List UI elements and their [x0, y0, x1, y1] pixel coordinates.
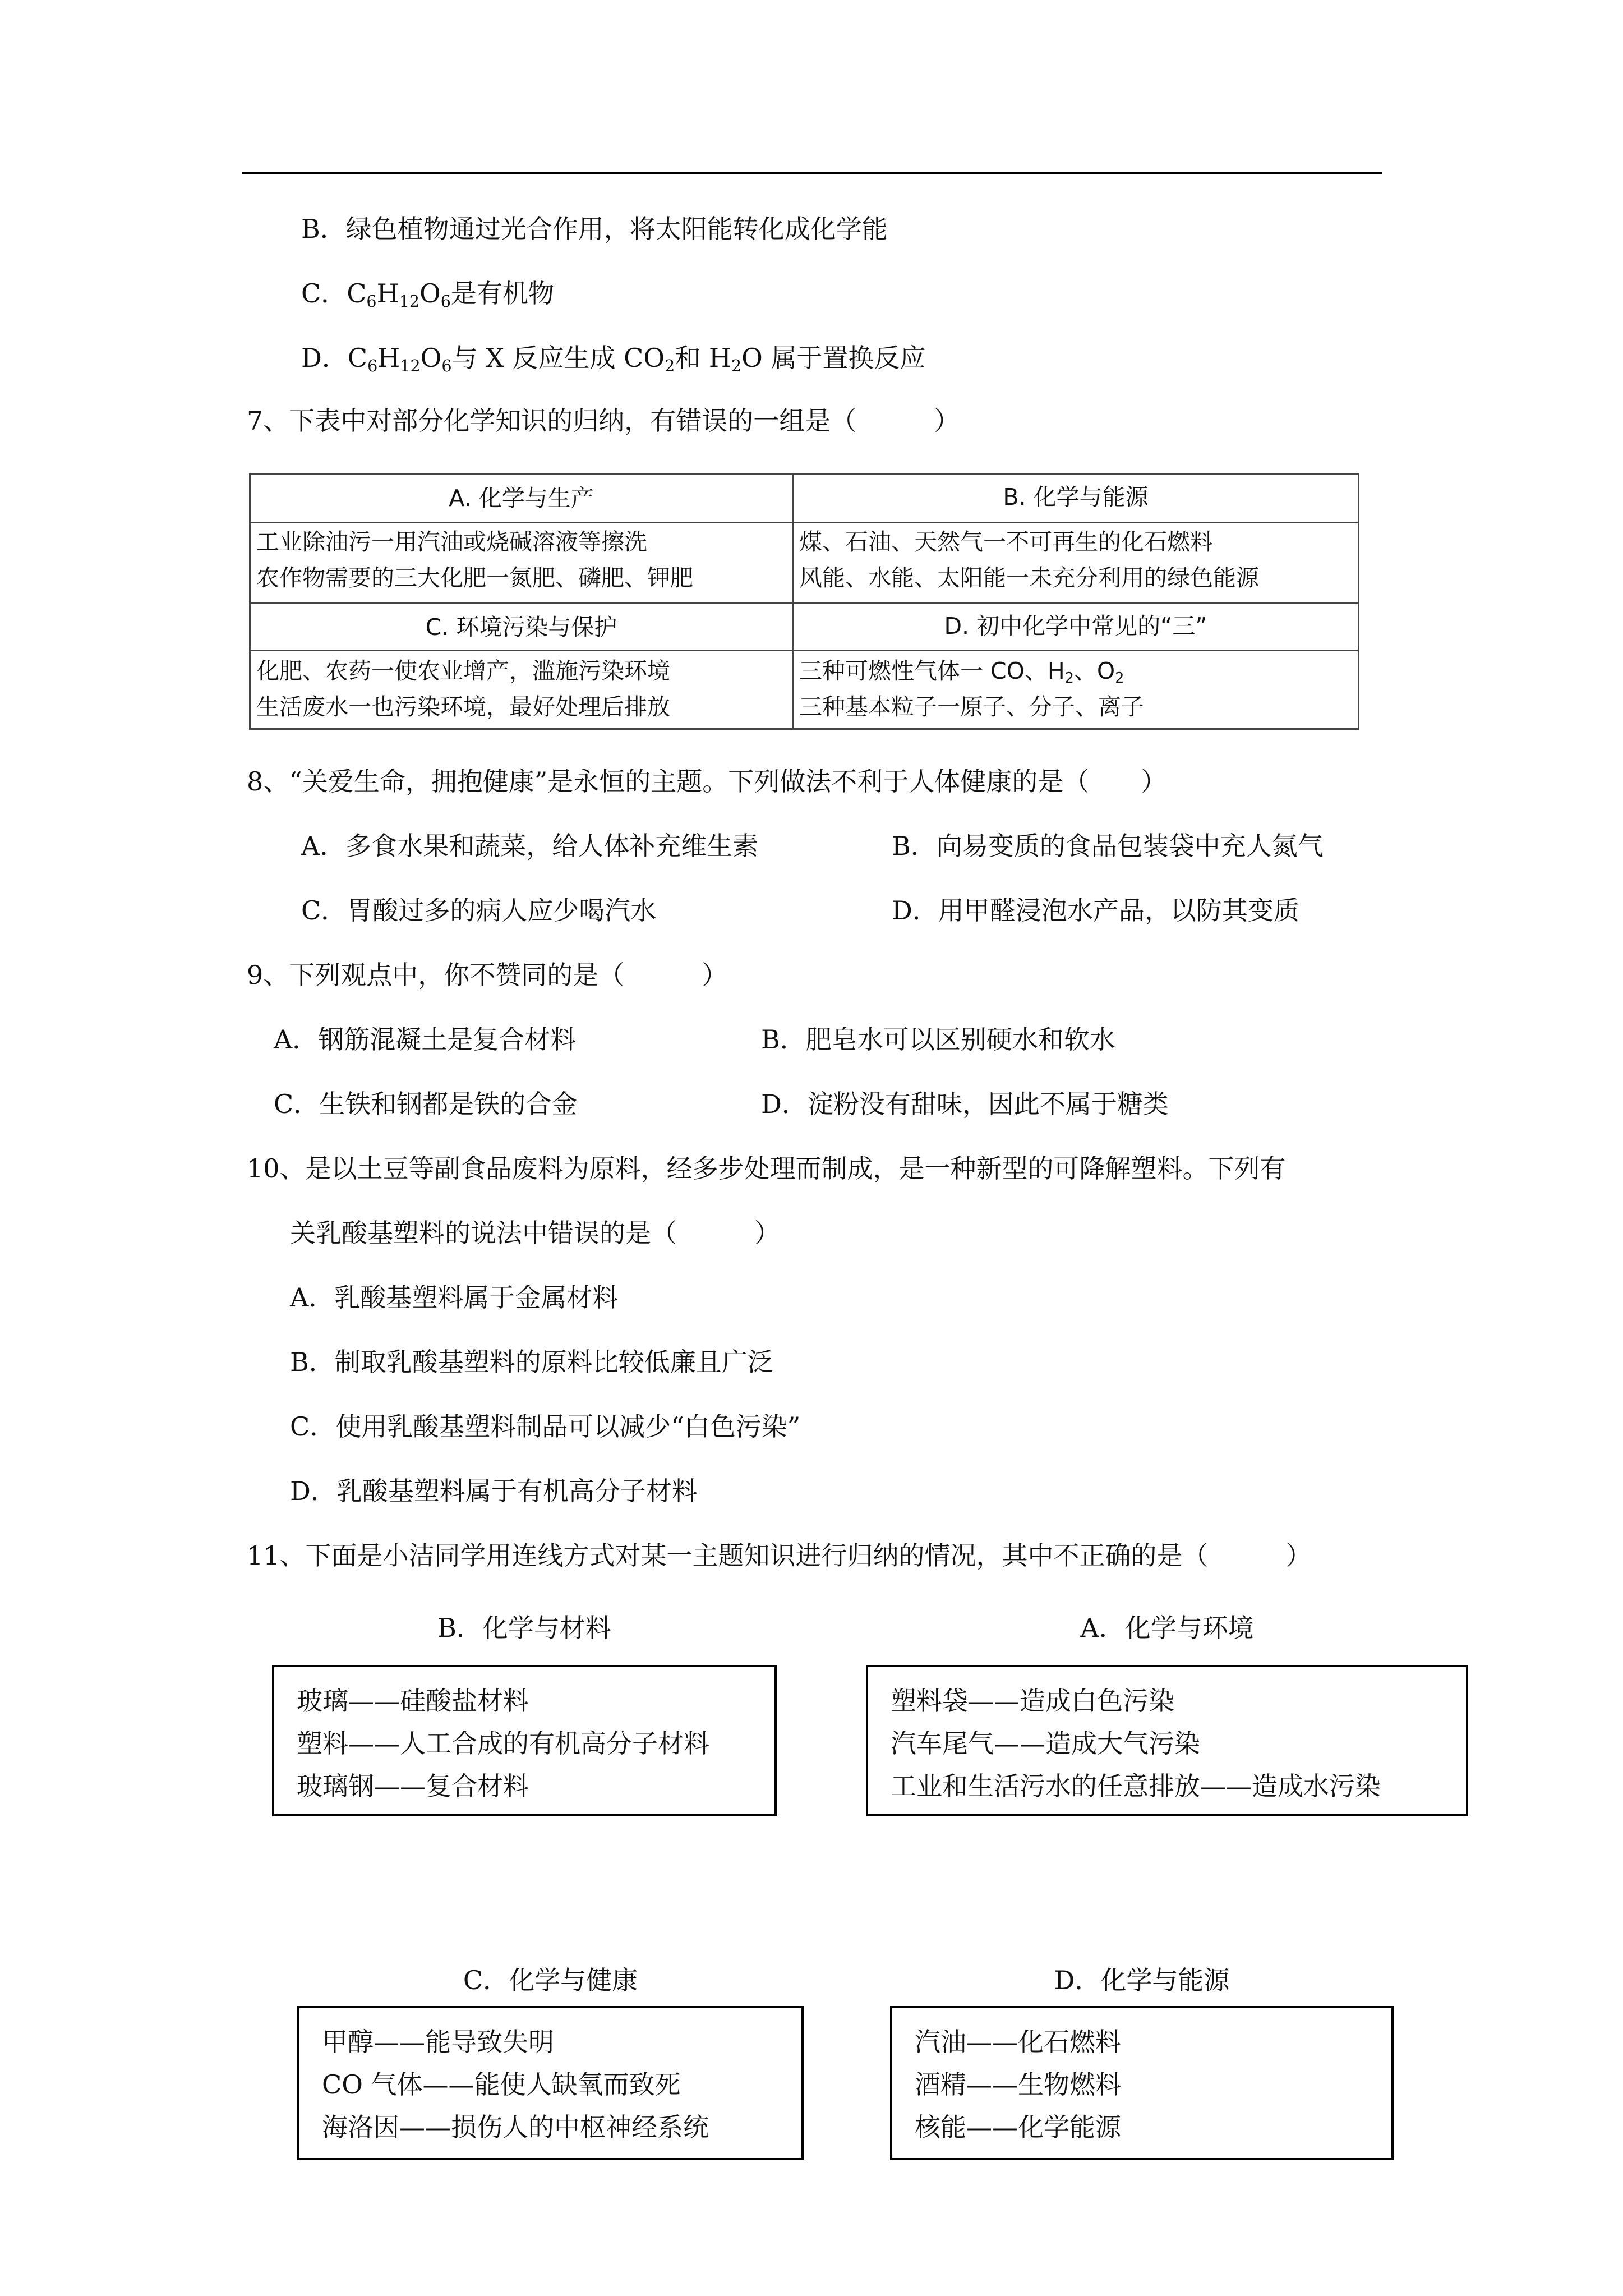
- q7-table: [249, 473, 1359, 730]
- cell-b-line2: 风能、水能、太阳能一未充分利用的绿色能源: [799, 564, 1259, 591]
- box-item: 海洛因——损伤人的中枢神经系统: [322, 2112, 709, 2142]
- q6-option-d: D．$C_6H_{12}O_6$与 X 反应生成 $CO_2$和 $H_2O$ 属于置换反应: [301, 343, 926, 375]
- q10-option-b: B．制取乳酸基塑料的原料比较低廉且广泛: [290, 1347, 773, 1377]
- q8-option-d: D．用甲醛浸泡水产品，以防其变质: [892, 895, 1299, 926]
- q11-stem: 11、下面是小洁同学用连线方式对某一主题知识进行归纳的情况，其中不正确的是（ ）: [247, 1540, 1312, 1571]
- q6-option-c: C．$C_6H_{12}O_6$是有机物: [301, 278, 554, 311]
- q10-option-c: C．使用乳酸基塑料制品可以减少“白色污染”: [290, 1411, 801, 1442]
- q9-stem: 9、下列观点中，你不赞同的是（ ）: [247, 960, 728, 990]
- q7-stem: 7、下表中对部分化学知识的归纳，有错误的一组是（ ）: [247, 406, 960, 436]
- q8-stem: 8、“关爱生命，拥抱健康”是永恒的主题。下列做法不利于人体健康的是（ ）: [247, 766, 1167, 797]
- box-item: CO 气体——能使人缺氧而致死: [322, 2069, 681, 2100]
- cell-d-line2: 三种基本粒子一原子、分子、离子: [799, 693, 1144, 720]
- box-item: 甲醇——能导致失明: [322, 2027, 554, 2057]
- q8-option-c: C．胃酸过多的病人应少喝汽水: [301, 895, 657, 926]
- box-title-energy: D．化学与能源: [1054, 1965, 1230, 1995]
- cell-b-line1: 煤、石油、天然气一不可再生的化石燃料: [799, 528, 1213, 555]
- box-energy: [890, 2006, 1394, 2160]
- cell-d-line1: 三种可燃性气体一 CO、$H_2$、$O_2$: [799, 657, 1124, 687]
- cell-a-line1: 工业除油污一用汽油或烧碱溶液等擦洗: [256, 528, 647, 555]
- q10-stem-line2: 关乳酸基塑料的说法中错误的是（ ）: [290, 1218, 780, 1248]
- header-rule: [242, 172, 1382, 174]
- box-item: 核能——化学能源: [915, 2112, 1121, 2142]
- cell-b-head: B. 化学与能源: [1003, 484, 1149, 510]
- box-materials: [272, 1665, 777, 1816]
- q9-option-d: D．淀粉没有甜味，因此不属于糖类: [761, 1089, 1169, 1119]
- cell-d-head: D. 初中化学中常见的“三”: [944, 613, 1207, 639]
- q9-option-a: A．钢筋混凝土是复合材料: [274, 1024, 577, 1055]
- q10-option-a: A．乳酸基塑料属于金属材料: [290, 1282, 619, 1313]
- q8-option-a: A．多食水果和蔬菜，给人体补充维生素: [301, 831, 759, 861]
- cell-c-line2: 生活废水一也污染环境，最好处理后排放: [256, 693, 670, 720]
- box-item: 汽车尾气——造成大气污染: [891, 1728, 1200, 1759]
- box-item: 酒精——生物燃料: [915, 2069, 1121, 2100]
- box-title-health: C．化学与健康: [463, 1965, 638, 1995]
- box-environment: [866, 1665, 1468, 1816]
- q8-option-b: B．向易变质的食品包装袋中充人氮气: [892, 831, 1324, 861]
- box-item: 玻璃——硅酸盐材料: [297, 1686, 529, 1716]
- table-divider: [251, 602, 1358, 604]
- cell-c-line1: 化肥、农药一使农业增产，滥施污染环境: [256, 657, 670, 684]
- q9-option-b: B．肥皂水可以区别硬水和软水: [761, 1024, 1115, 1055]
- table-divider: [251, 522, 1358, 523]
- box-item: 塑料——人工合成的有机高分子材料: [297, 1728, 709, 1759]
- box-title-environment: A．化学与环境: [1080, 1613, 1254, 1643]
- cell-a-line2: 农作物需要的三大化肥一氮肥、磷肥、钾肥: [256, 564, 693, 591]
- q6-option-b: B．绿色植物通过光合作用，将太阳能转化成化学能: [301, 214, 888, 244]
- q10-option-d: D．乳酸基塑料属于有机高分子材料: [290, 1476, 698, 1506]
- box-item: 工业和生活污水的任意排放——造成水污染: [891, 1771, 1381, 1801]
- q9-option-c: C．生铁和钢都是铁的合金: [274, 1089, 578, 1119]
- table-divider: [251, 650, 1358, 651]
- box-item: 玻璃钢——复合材料: [297, 1771, 529, 1801]
- box-item: 汽油——化石燃料: [915, 2027, 1121, 2057]
- cell-c-head: C. 环境污染与保护: [425, 614, 617, 641]
- box-item: 塑料袋——造成白色污染: [891, 1686, 1174, 1716]
- box-health: [297, 2006, 804, 2160]
- cell-a-head: A. 化学与生产: [449, 485, 594, 512]
- q10-stem-line1: 10、是以土豆等副食品废料为原料，经多步处理而制成，是一种新型的可降解塑料。下列有: [247, 1153, 1286, 1184]
- box-title-materials: B．化学与材料: [437, 1613, 611, 1643]
